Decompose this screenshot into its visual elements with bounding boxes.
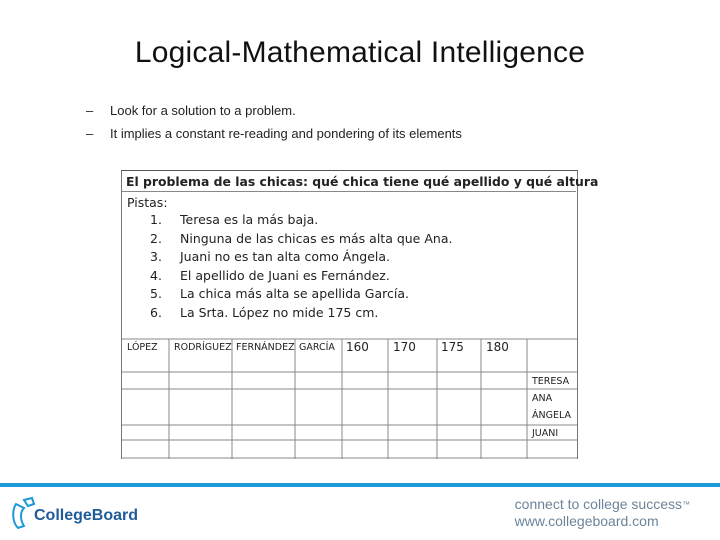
logic-grid <box>122 171 577 459</box>
row-label-juani: JUANI <box>532 428 559 439</box>
row-label-teresa: TERESA <box>532 376 570 387</box>
tagline-website: www.collegeboard.com <box>514 513 659 529</box>
clue-number: 1. <box>150 212 162 227</box>
bullet-item <box>86 122 462 145</box>
clue-number: 3. <box>150 249 162 264</box>
collegeboard-logo-text: CollegeBoard <box>34 507 139 524</box>
bullet-text: Look for a solution to a problem. <box>110 103 296 118</box>
bullet-text: It implies a constant re-reading and pondering of its elements <box>110 126 462 141</box>
clue-text: Juani no es tan alta como Ángela. <box>180 249 391 264</box>
bullet-list <box>86 99 462 145</box>
clue-number: 4. <box>150 267 162 283</box>
tagline-line1: connect to college success <box>514 496 682 512</box>
col-header-fernandez: FERNÁNDEZ <box>236 342 295 353</box>
col-header-180: 180 <box>486 340 509 354</box>
col-header-lopez: LÓPEZ <box>127 342 158 353</box>
col-header-170: 170 <box>393 340 416 354</box>
trademark-symbol: ™ <box>682 500 690 509</box>
puzzle-title: El problema de las chicas: qué chica tiene qué apellido y qué altura <box>126 174 599 189</box>
col-header-175: 175 <box>441 340 464 354</box>
bullet-dash: – <box>86 103 94 118</box>
footer-tagline <box>515 496 690 530</box>
clue-number: 2. <box>150 230 162 246</box>
bullet-dash: – <box>86 126 94 141</box>
clue-text: La chica más alta se apellida García. <box>180 286 409 301</box>
clues-heading: Pistas: <box>127 195 168 210</box>
row-label-angela: ÁNGELA <box>532 410 571 421</box>
col-header-rodriguez: RODRÍGUEZ <box>174 342 232 353</box>
clue-number: 5. <box>150 286 162 301</box>
col-header-garcia: GARCÍA <box>299 342 335 353</box>
row-label-ana: ANA <box>532 393 553 404</box>
clue-text: Ninguna de las chicas es más alta que Ana. <box>180 230 453 246</box>
clue-text: Teresa es la más baja. <box>180 212 319 227</box>
col-header-160: 160 <box>346 340 369 354</box>
clue-number: 6. <box>150 304 162 320</box>
footer-accent-bar <box>0 483 720 487</box>
clue-text: El apellido de Juani es Fernández. <box>180 267 390 283</box>
bullet-item <box>86 99 462 122</box>
logic-puzzle-figure <box>121 170 599 459</box>
clue-text: La Srta. López no mide 175 cm. <box>180 304 379 320</box>
slide-title: Logical-Mathematical Intelligence <box>134 36 586 69</box>
